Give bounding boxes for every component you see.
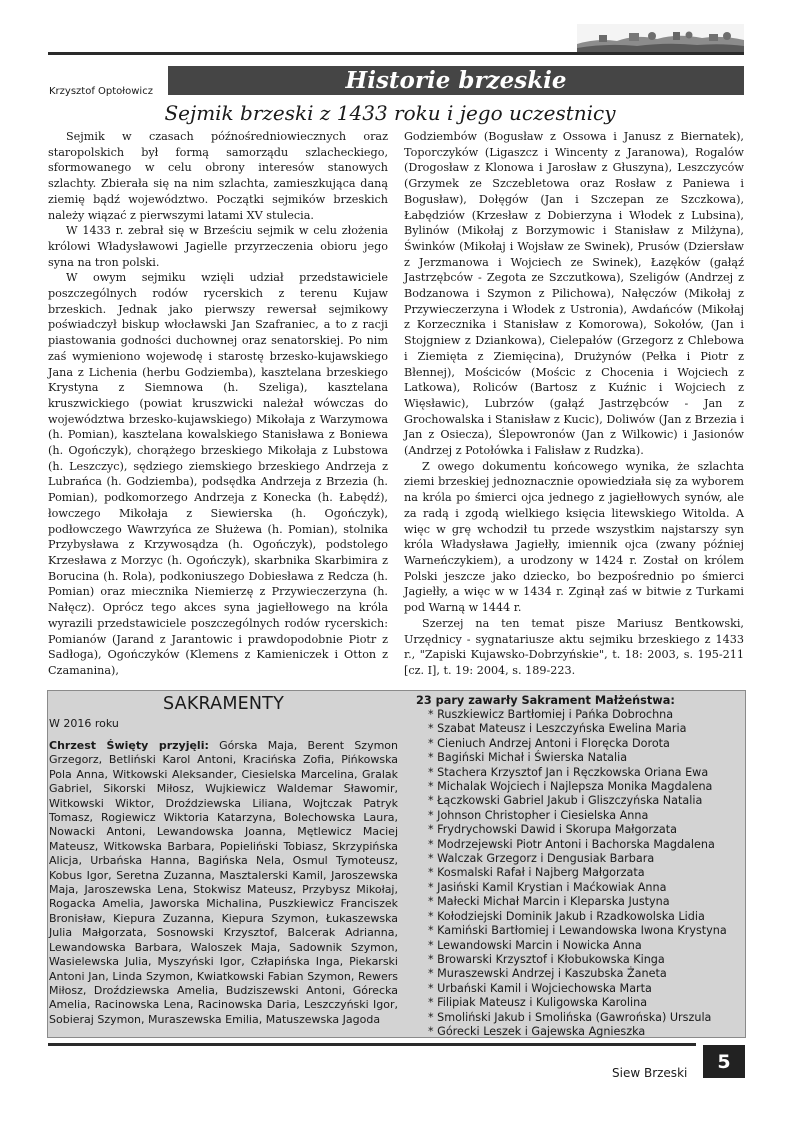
marriages-list [402, 708, 742, 1039]
baptisms-section [49, 692, 398, 1027]
page-number: 5 [703, 1045, 745, 1078]
list-item: * Michalak Wojciech i Najlepsza Monika Magdalena [428, 780, 713, 794]
baptism-names: Górska Maja, Berent Szymon Grzegorz, Betliński Karol Antoni, Kracińska Zofia, Pińkowska Pola Anna, Witkowski Aleksander, Ciesielska Marcelina, Gralak Gabriel, Sikorski Miłosz, Wujkiewicz Waldemar Sławomir, Witkowski Wiktor, Droździewska Liliana, Wojtczak Patryk Tomasz, Rogiewicz Wiktoria Katarzyna, Bolechowska Laura, Nowacki Antoni, Lewandowska Joanna, Mętlewicz Maciej Mateusz, Witkowska Barbara, Popieliński Tobiasz, Skrzypińska Alicja, Urbańska Hanna, Bagińska Nela, Osmul Tymoteusz, Kobus Igor, Seretna Zuzanna, Masztalerski Kamil, Jaroszewska Maja, Jaroszewska Lena, Stokwisz Mateusz, Przybysz Mikołaj, Rogacka Amelia, Jaworska Michalina, Puszkiewicz Franciszek Bronisław, Kiepura Zuzanna, Kiepura Szymon, Łukaszewska Julia Małgorzata, Sosnowski Krzysztof, Balcerak Adrianna, Lewandowska Barbara, Waloszek Maja, Sadownik Szymon, Wasielewska Julia, Myszyński Igor, Człapińska Inga, Piekarski Antoni Jan, Linda Szymon, Kwiatkowski Fabian Szymon, Rewers Miłosz, Droździewska Amelia, Budziszewski Antoni, Górecka Amelia, Racinowska Lena, Racinowska Daria, Leszczyński Igor, Sobieraj Szymon, Muraszewska Emilia, Matuszewska Jagoda [49, 739, 398, 1026]
list-item: * Walczak Grzegorz i Dengusiak Barbara [428, 852, 655, 866]
paragraph: W owym sejmiku wzięli udział przedstawiciele poszczególnych rodów rycerskich z terenu Kujaw brzeskich. Jednak jako pierwszy rewersał sejmikowy poświadczył biskup włocławski Jan Szafraniec, a to z racji piastowania godności duchownej oraz senatorskiej. Po nim zaś wymieniono wojewodę i starostę brzesko-kujawskiego Jana z Lichenia (herbu Godziemba), kasztelana brzeskiego Krystyna z Siemnowa (h. Szeliga), kasztelana kruszwickiego (powiat kruszwicki należał wówczas do województwa brzesko-kujawskiego) Mikołaja z Warzymowa (h. Pomian), kasztelana kowalskiego Stanisława z Boniewa (h. Ogończyk), chorążego brzeskiego Mikołaja z Lubstowa (h. Leszczyc), sędziego ziemskiego brzeskiego Andrzeja z Lubrańca (h. Godziemba), podsędka Andrzeja z Brzezia (h. Pomian), podkomorzego Andrzeja z Konecka (h. Łabędź), łowczego Mikołaja z Siewierska (h. Ogończyk), podłowczego Wawrzyńca ze Służewa (h. Pomian), stolnika Przybysława z Krzywosądza (h. Ogończyk), podstolego Krzesława z Morzyc (h. Ogończyk), skarbnika Skarbimira z Borucina (h. Rola), podkoniuszego Dobiesława z Redcza (h. Pomian) oraz miecznika Niemierzę z Przywieczerzyna (h. Nałęcz). Oprócz tego akces syna jagiełłowego na króla wyrazili przedstawiciele poszczególnych rodów rycerskich: Pomianów (Jarand z Jarantowic i prawdopodobnie Piotr z Sadłoga), Ogończyków (Klemens z Kamieniczek i Otton z Czamanina), [48, 271, 388, 677]
list-item: * Ruszkiewicz Bartłomiej i Pańka Dobrochna [428, 708, 674, 721]
footer-rule [48, 1043, 696, 1046]
sacraments-title: SAKRAMENTY [163, 694, 284, 714]
paragraph: Sejmik w czasach późnośredniowiecznych oraz staropolskich był formą samorządu szlacheckiego, sformowanego w celu obrony interesów stanowych szlachty. Zbierała się na nim szlachta, zamieszkująca daną ziemię bądź województwo. Początki sejmików brzeskich należy wiązać z pierwszymi latami XV stulecia. [48, 130, 388, 222]
list-item: * Kołodziejski Dominik Jakub i Rzadkowolska Lidia [428, 909, 705, 923]
header-rule [48, 52, 744, 55]
list-item: * Lewandowski Marcin i Nowicka Anna [428, 938, 642, 952]
list-item: * Górecki Leszek i Gajewska Agnieszka [428, 1024, 646, 1038]
list-item: * Kosmalski Rafał i Najberg Małgorzata [428, 866, 645, 880]
header-photo [577, 24, 744, 52]
article-column-left [48, 129, 388, 679]
list-item: * Johnson Christopher i Ciesielska Anna [428, 808, 649, 822]
list-item: * Muraszewski Andrzej i Kaszubska Żaneta [428, 967, 667, 981]
article-column-right [404, 129, 744, 679]
list-item: * Urbański Kamil i Wojciechowska Marta [428, 981, 652, 995]
marriages-heading: 23 pary zawarły Sakrament Małżeństwa: [416, 694, 675, 707]
paragraph: Godziembów (Bogusław z Ossowa i Janusz z Biernatek), Toporczyków (Ligaszcz i Wincenty z Jaranowa), Rogalów (Drogosław z Klonowa i Jarosław z Głuszyna), Leszczyców (Grzymek ze Szczebletowa oraz Rosław z Paniewa i Bogusław), Dołęgów (Jan i Szczepan ze Szczkowa), Łabędziów (Krzesław z Dobierzyna i Włodek z Lubsina), Bylinów (Mikołaj z Borzymowic i Stanisław z Milżyna), Świnków (Mikołaj i Wojsław ze Swinek), Prusów (Dziersław z Jerzmanowa i Wojciech ze Swinek), Łazęków (gałąź Jastrzębców - Zegota ze Szczutkowa), Szeligów (Andrzej z Bodzanowa i Szymon z Pilichowa), Nałęczów (Mikołaj z Przywieczerzyna i Włodek z Ustronia), Awdańców (Mikołaj z Korzecznika i Stanisław z Komorowa), Sokołów, (Jan i Stojgniew z Dziankowa), Cielepałów (Grzegorz z Chlebowa i Ziemięta z Ziemięcina), Drużynów (Pełka i Piotr z Błennej), Mościców (Mościc z Chocenia i Wojciech z Latkowa), Roliców (Bartosz z Kuźnic i Wojciech z Więsławic), Lubrzów (gałąź Jastrzębców - Jan z Grochowalska i Stanisław z Kucic), Doliwów (Jan z Brzezia i Jan z Osiecza), Ślepowronów (Jan z Wilkowic) i Jasionów (Andrzej z Potołówka i Falisław z Rudzka). [404, 130, 744, 458]
author-name: Krzysztof Optołowicz [49, 86, 153, 97]
list-item: * Browarski Krzysztof i Kłobukowska Kinga [428, 952, 665, 966]
publication-name: Siew Brzeski [612, 1066, 688, 1080]
list-item: * Modrzejewski Piotr Antoni i Bachorska Magdalena [428, 837, 715, 851]
list-item: * Stachera Krzysztof Jan i Ręczkowska Oriana Ewa [428, 765, 709, 779]
list-item: * Filipiak Mateusz i Kuligowska Karolina [428, 996, 648, 1010]
baptism-label: Chrzest Święty przyjęli: [49, 739, 209, 752]
list-item: * Cieniuch Andrzej Antoni i Floręcka Dorota [428, 736, 670, 750]
list-item: * Łączkowski Gabriel Jakub i Gliszczyńska Natalia [428, 794, 703, 808]
article-title: Sejmik brzeski z 1433 roku i jego uczestnicy [164, 101, 616, 125]
list-item: * Smoliński Jakub i Smolińska (Gawrońska) Urszula [428, 1010, 712, 1024]
section-title: Historie brzeskie [345, 67, 567, 94]
baptism-list [49, 739, 398, 1027]
list-item: * Frydrychowski Dawid i Skorupa Małgorzata [428, 823, 678, 837]
list-item: * Małecki Michał Marcin i Kleparska Justyna [428, 895, 670, 909]
list-item: * Bagiński Michał i Świerska Natalia [428, 751, 628, 765]
marriages-section [402, 694, 742, 1039]
list-item: * Jasiński Kamil Krystian i Maćkowiak Anna [428, 880, 667, 894]
list-item: * Kamiński Bartłomiej i Lewandowska Iwona Krystyna [428, 924, 727, 938]
section-header-bar [168, 66, 744, 95]
list-item: * Szabat Mateusz i Leszczyńska Ewelina Maria [428, 722, 687, 736]
paragraph: Z owego dokumentu końcowego wynika, że szlachta ziemi brzeskiej jednoznacznie opowiedziała się za wyborem na króla po śmierci ojca jednego z jagiełłowych synów, ale za radą i zgodą wielkiego księcia litewskiego Witolda. A więc w grę wchodził tu przede wszystkim najstarszy syn króla Władysława Jagiełły, imiennik ojca (zwany później Warneńczykiem), a urodzony w 1424 r. Został on królem Polski jeszcze jako dziecko, bo bezpośrednio po śmierci Jagiełły, a więc w w 1434 r. Zginął zaś w bitwie z Turkami pod Warną w 1444 r. [404, 459, 744, 615]
paragraph: Szerzej na ten temat pisze Mariusz Bentkowski, Urzędnicy - sygnatariusze aktu sejmiku brzeskiego z 1433 r., "Zapiski Kujawsko-Dobrzyńskie", t. 18: 2003, s. 195-211 [cz. I], t. 19: 2004, s. 189-223. [404, 616, 744, 677]
sacraments-year: W 2016 roku [49, 717, 119, 730]
paragraph: W 1433 r. zebrał się w Brześciu sejmik w celu złożenia królowi Władysławowi Jagielle przyrzeczenia obioru jego syna na tron polski. [48, 224, 388, 269]
